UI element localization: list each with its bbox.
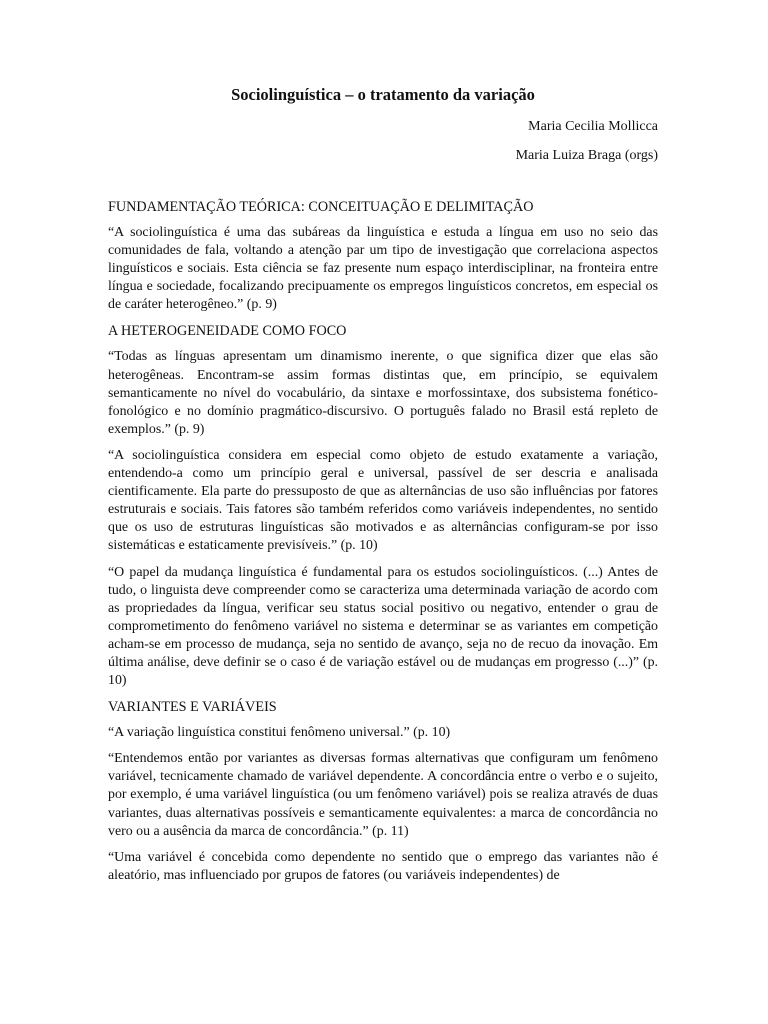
document-title: Sociolinguística – o tratamento da variação (231, 85, 535, 104)
document-body (108, 198, 658, 893)
section-heading: A HETEROGENEIDADE COMO FOCO (108, 323, 347, 340)
paragraph: “Todas as línguas apresentam um dinamismo inerente, o que significa dizer que elas são heterogêneas. Encontram-se assim formas distintas que, em princípio, se equivalem semanticamente no nível do vocabulário, da sintaxe e morfossintaxe, dos subsistema fonético-fonológico e no domínio pragmático-discursivo. O português falado no Brasil está repleto de exemplos.” (p. 9) (108, 349, 658, 437)
section-heterogeneidade (108, 322, 658, 690)
paragraph: “A variação linguística constitui fenômeno universal.” (p. 10) (108, 725, 451, 741)
section-heading: FUNDAMENTAÇÃO TEÓRICA: CONCEITUAÇÃO E DELIMITAÇÃO (108, 199, 534, 215)
paragraph: “O papel da mudança linguística é fundamental para os estudos sociolinguísticos. (...) Antes de tudo, o linguista deve compreender como se caracteriza uma determinada variação de acordo com as propriedades da língua, verificar seu status social positivo ou negativo, entender o grau de comprometimento do fenômeno variável no sistema e determinar se as variantes em competição acham-se em processo de mudança, seja no sentido de avanço, seja no de recuo da inovação. Em última análise, deve definir se o caso é de variação estável ou de mudanças em progresso (...)” (p. 10) (108, 564, 658, 689)
paragraph: “Uma variável é concebida como dependente no sentido que o emprego das variantes não é aleatório, mas influenciado por grupos de fatores (ou variáveis independentes) de (108, 849, 658, 883)
author-name: Maria Cecilia Mollicca (528, 119, 658, 134)
author-name: Maria Luiza Braga (orgs) (515, 148, 658, 163)
section-heading: VARIANTES E VARIÁVEIS (108, 699, 277, 716)
paragraph: “A sociolinguística considera em especial como objeto de estudo exatamente a variação, entendendo-a como um princípio geral e universal, passível de ser descria e analisada cientificamente. Ela parte do pressuposto de que as alternâncias de uso são influências por fatores estruturais e sociais. Tais fatores são também referidos como variáveis independentes, no sentido que os uso de estruturas linguísticas são motivados e as alternâncias configuram-se por isso sistemáticas e estaticamente previsíveis.” (p. 10) (108, 447, 658, 554)
paragraph: “A sociolinguística é uma das subáreas da linguística e estuda a língua em uso no seio das comunidades de fala, voltando a atenção par um tipo de investigação que correlaciona aspectos linguísticos e sociais. Esta ciência se faz presente num espaço interdisciplinar, na fronteira entre língua e sociedade, focalizando precipuamente os empregos linguísticos concretos, em especial os de caráter heterogêneo.” (p. 9) (108, 225, 658, 313)
section-fundamentacao (108, 198, 658, 314)
section-variantes (108, 698, 658, 885)
paragraph: “Entendemos então por variantes as diversas formas alternativas que configuram um fenômeno variável, tecnicamente chamado de variável dependente. A concordância entre o verbo e o sujeito, por exemplo, é uma variável linguística (ou um fenômeno variável) pois se realiza através de duas variantes, duas alternativas possíveis e semanticamente equivalentes: a marca de concordância no vero ou a ausência da marca de concordância.” (p. 11) (108, 751, 658, 839)
